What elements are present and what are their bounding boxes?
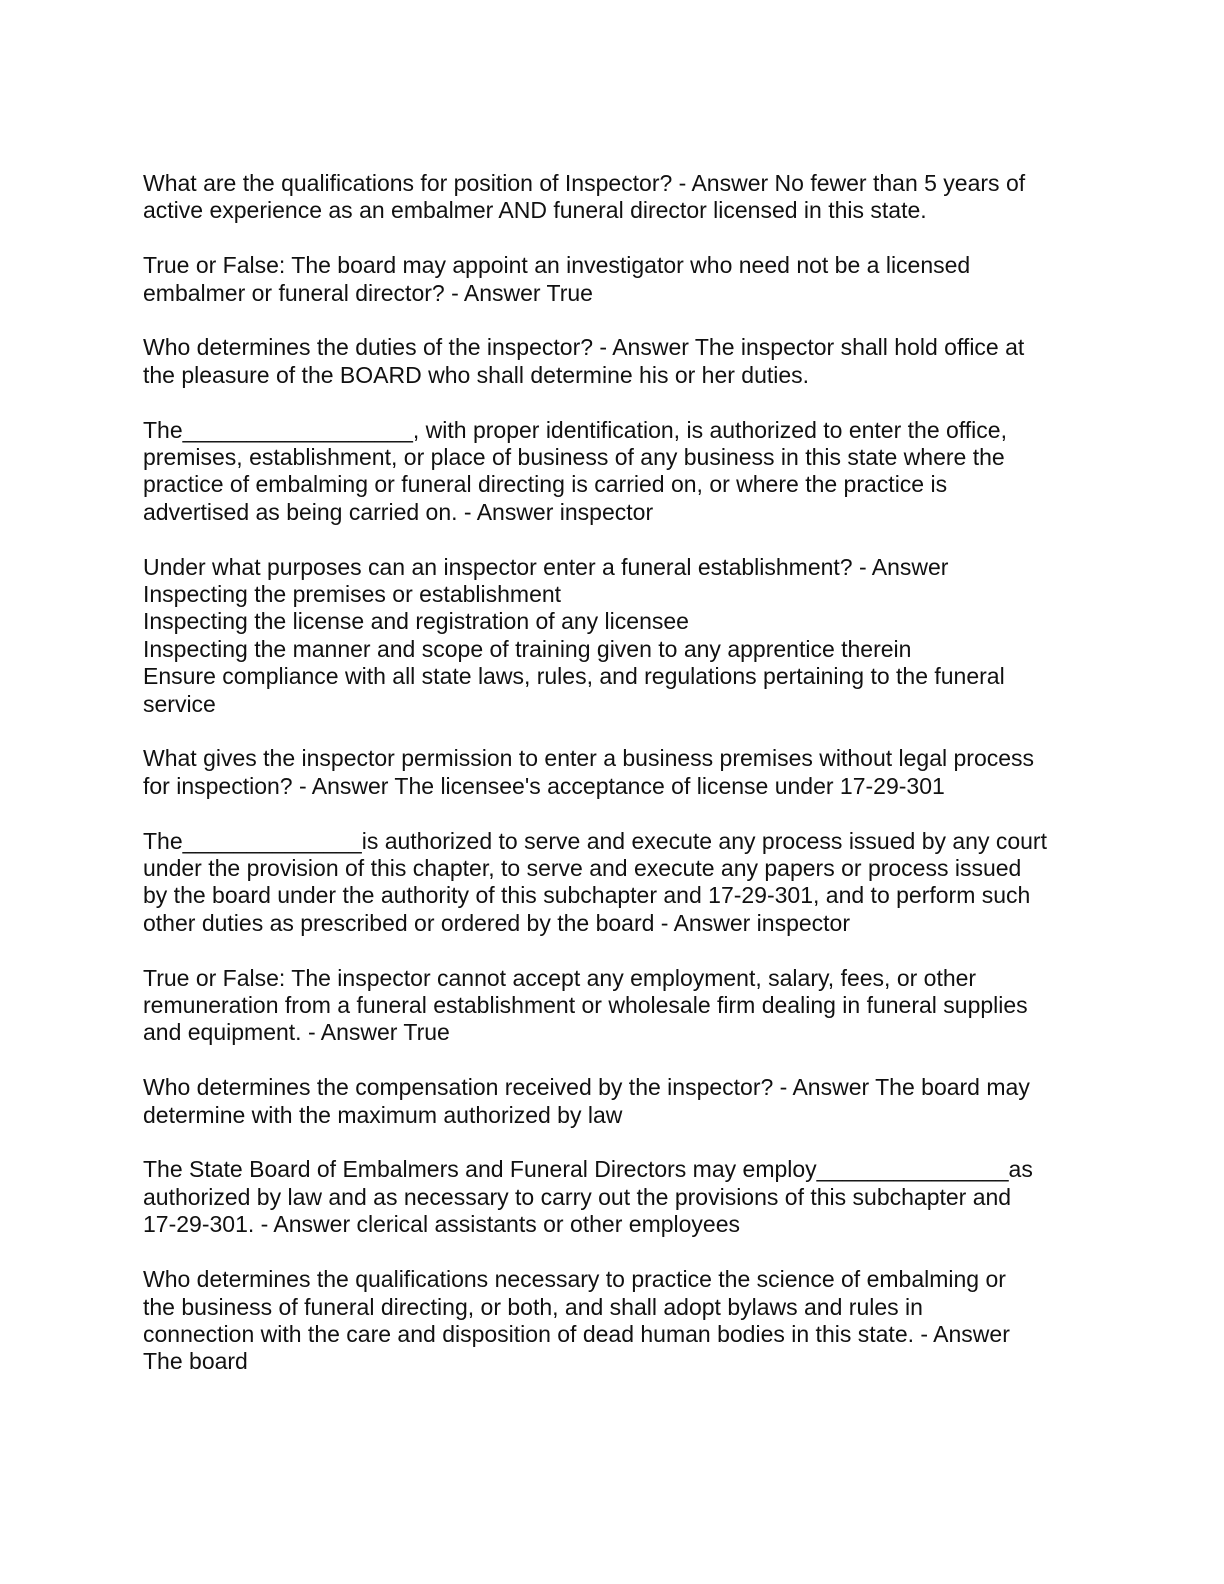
text-line: 17-29-301. - Answer clerical assistants or other employees <box>143 1211 741 1238</box>
text-line: Under what purposes can an inspector enter a funeral establishment? - Answer <box>143 553 949 580</box>
qa-block <box>143 1074 1078 1129</box>
text-line: practice of embalming or funeral directing is carried on, or where the practice is <box>143 471 948 498</box>
qa-block <box>143 554 1078 718</box>
qa-block <box>143 252 1078 307</box>
qa-block <box>143 170 1078 225</box>
qa-block <box>143 334 1078 389</box>
text-line: premises, establishment, or place of business of any business in this state where the <box>143 444 1005 471</box>
text-line: connection with the care and disposition of dead human bodies in this state. - Answer <box>143 1320 1010 1347</box>
qa-block <box>143 1266 1078 1376</box>
text-line: the pleasure of the BOARD who shall determine his or her duties. <box>143 361 810 388</box>
text-line: under the provision of this chapter, to serve and execute any papers or process issued <box>143 855 1022 882</box>
text-line: Ensure compliance with all state laws, rules, and regulations pertaining to the funeral <box>143 663 1005 690</box>
text-line: other duties as prescribed or ordered by the board - Answer inspector <box>143 909 850 936</box>
qa-block <box>143 417 1078 527</box>
text-line: Inspecting the manner and scope of training given to any apprentice therein <box>143 635 912 662</box>
text-line: service <box>143 690 216 717</box>
text-line: The board <box>143 1348 248 1375</box>
text-line: Inspecting the premises or establishment <box>143 581 562 608</box>
text-line: Who determines the duties of the inspector? - Answer The inspector shall hold office at <box>143 334 1025 361</box>
text-line: the business of funeral directing, or both, and shall adopt bylaws and rules in <box>143 1293 923 1320</box>
text-line: Who determines the qualifications necessary to practice the science of embalming or <box>143 1266 1006 1293</box>
qa-block <box>143 745 1078 800</box>
qa-block <box>143 965 1078 1047</box>
text-line: True or False: The inspector cannot accept any employment, salary, fees, or other <box>143 964 977 991</box>
text-line: The__________________, with proper identification, is authorized to enter the office, <box>143 416 1007 443</box>
text-line: Who determines the compensation received by the inspector? - Answer The board may <box>143 1074 1030 1101</box>
text-line: True or False: The board may appoint an investigator who need not be a licensed <box>143 252 971 279</box>
text-line: The______________is authorized to serve and execute any process issued by any court <box>143 827 1047 854</box>
text-line: Inspecting the license and registration of any licensee <box>143 608 689 635</box>
text-line: for inspection? - Answer The licensee's acceptance of license under 17-29-301 <box>143 772 945 799</box>
text-line: determine with the maximum authorized by law <box>143 1101 623 1128</box>
text-line: embalmer or funeral director? - Answer True <box>143 279 593 306</box>
text-line: advertised as being carried on. - Answer inspector <box>143 498 654 525</box>
text-line: What gives the inspector permission to enter a business premises without legal process <box>143 745 1035 772</box>
qa-block <box>143 828 1078 938</box>
text-line: What are the qualifications for position of Inspector? - Answer No fewer than 5 years of <box>143 170 1026 196</box>
text-line: by the board under the authority of this subchapter and 17-29-301, and to perform such <box>143 882 1031 909</box>
text-line: The State Board of Embalmers and Funeral Directors may employ_______________as <box>143 1156 1033 1183</box>
qa-block <box>143 1156 1078 1238</box>
document-page <box>143 170 1078 1403</box>
text-line: and equipment. - Answer True <box>143 1019 450 1046</box>
text-line: remuneration from a funeral establishment or wholesale firm dealing in funeral supplies <box>143 992 1028 1019</box>
text-line: authorized by law and as necessary to carry out the provisions of this subchapter and <box>143 1183 1012 1210</box>
text-line: active experience as an embalmer AND funeral director licensed in this state. <box>143 197 927 224</box>
